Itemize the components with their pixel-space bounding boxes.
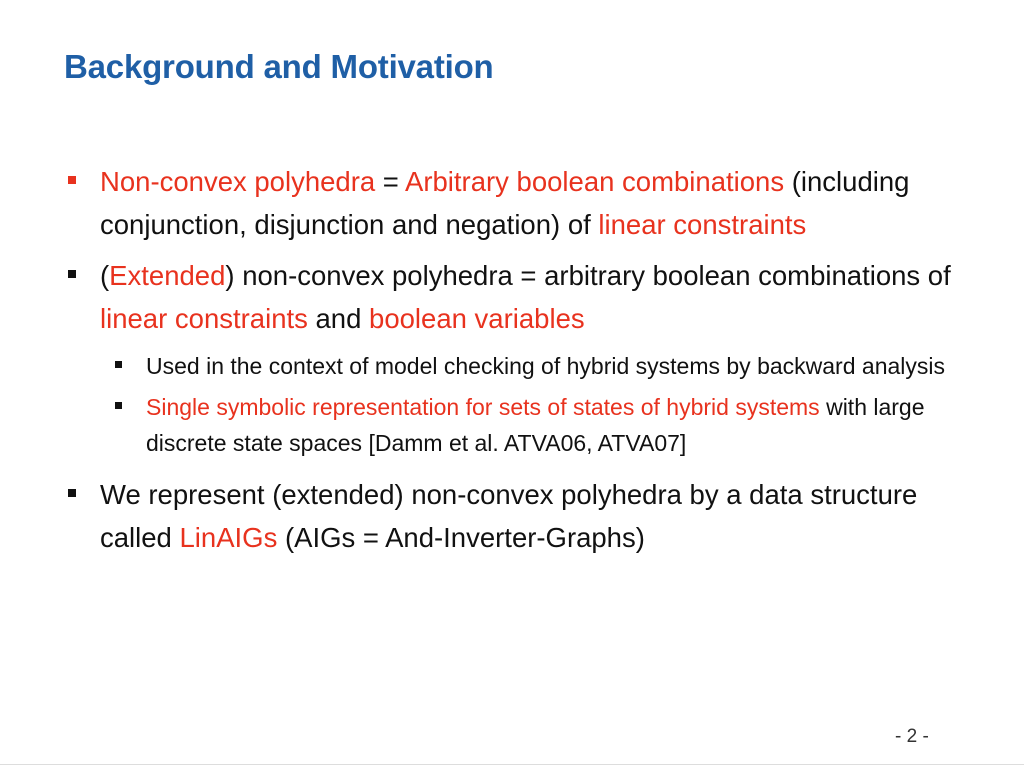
bullet-extended-polyhedra — [64, 254, 964, 340]
sub-bullet-model-checking — [64, 348, 964, 384]
bullet-text: Non-convex polyhedra — [100, 166, 376, 197]
bullet-text: with large discrete state spaces [Damm et al. ATVA06, ATVA07] — [146, 394, 925, 456]
sub-bullet-symbolic-representation — [64, 389, 964, 461]
bullet-text: = — [375, 166, 405, 197]
bullet-text: ( — [100, 260, 110, 291]
bullet-text: and — [307, 303, 370, 334]
bullet-text: boolean variables — [369, 303, 585, 334]
bullet-text: LinAIGs — [179, 522, 278, 553]
bullet-square-icon — [68, 176, 76, 184]
bullet-text: We represent (extended) non-convex polyhedra by a data structure called — [100, 479, 918, 553]
bullet-square-icon — [115, 361, 122, 368]
bullet-non-convex-polyhedra — [64, 160, 964, 246]
bullet-text: (including conjunction, disjunction and negation) of — [100, 166, 910, 240]
slide-content — [64, 160, 964, 567]
bullet-text: linear constraints — [598, 209, 807, 240]
slide-title: Background and Motivation — [64, 48, 494, 85]
bullet-text: linear constraints — [100, 303, 308, 334]
footer-divider — [0, 764, 1024, 765]
bullet-text: ) non-convex polyhedra = arbitrary boolean combinations of — [225, 260, 951, 291]
bullet-text: Extended — [109, 260, 226, 291]
bullet-text: Single symbolic representation for sets of states of hybrid systems — [146, 394, 820, 420]
bullet-linaigs — [64, 473, 964, 559]
bullet-text: (AIGs = And-Inverter-Graphs) — [277, 522, 645, 553]
page-number: - 2 - — [895, 726, 929, 747]
bullet-square-icon — [68, 270, 76, 278]
bullet-square-icon — [68, 489, 76, 497]
bullet-square-icon — [115, 402, 122, 409]
bullet-text: Used in the context of model checking of hybrid systems by backward analysis — [146, 353, 945, 379]
bullet-text: Arbitrary boolean combinations — [405, 166, 785, 197]
